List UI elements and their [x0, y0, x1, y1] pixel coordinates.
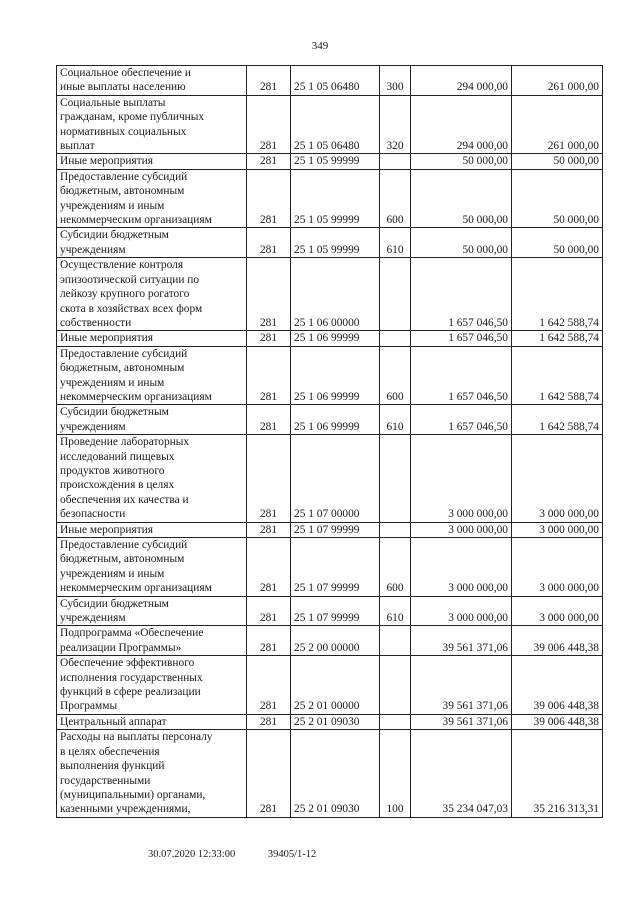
row-code-cell: 281: [247, 522, 291, 537]
table-row: [57, 538, 603, 597]
table-row: [57, 169, 603, 228]
page-number: 349: [311, 40, 329, 52]
budget-table-body: [57, 66, 603, 818]
row-csr-cell: 25 1 07 99999: [291, 538, 380, 597]
row-code-cell: 281: [247, 730, 291, 817]
table-row: [57, 154, 603, 169]
row-code-cell: 281: [247, 435, 291, 522]
row-sum-2020-cell: 1 657 046,50: [411, 346, 512, 405]
row-code-cell: 281: [247, 626, 291, 656]
row-sum-2020-cell: 3 000 000,00: [411, 596, 512, 626]
row-name-cell: Предоставление субсидий бюджетным, автономным учреждениям и иным некоммерческим организациям: [57, 346, 247, 405]
row-name-cell: Осуществление контроля эпизоотической ситуации по лейкозу крупного рогатого скота в хозяйствах всех форм собственности: [57, 258, 247, 331]
row-sum-2020-cell: 1 657 046,50: [411, 405, 512, 435]
row-code-cell: 281: [247, 66, 291, 96]
page-footer: [148, 849, 346, 860]
row-vr-cell: 320: [380, 95, 411, 154]
row-code-cell: 281: [247, 228, 291, 258]
table-row: [57, 331, 603, 346]
row-csr-cell: 25 1 05 06480: [291, 95, 380, 154]
row-sum-2021-cell: 35 216 313,31: [512, 730, 603, 817]
row-code-cell: 281: [247, 154, 291, 169]
row-code-cell: 281: [247, 95, 291, 154]
row-sum-2020-cell: 3 000 000,00: [411, 538, 512, 597]
row-vr-cell: [380, 154, 411, 169]
footer-timestamp: 30.07.2020 12:33:00: [148, 849, 236, 860]
row-name-cell: Иные мероприятия: [57, 522, 247, 537]
row-name-cell: Субсидии бюджетным учреждениям: [57, 596, 247, 626]
row-code-cell: 281: [247, 346, 291, 405]
table-row: [57, 258, 603, 331]
row-vr-cell: 300: [380, 66, 411, 96]
row-sum-2021-cell: 1 642 588,74: [512, 405, 603, 435]
row-code-cell: 281: [247, 331, 291, 346]
row-sum-2021-cell: 39 006 448,38: [512, 714, 603, 729]
table-row: [57, 435, 603, 522]
row-sum-2021-cell: 1 642 588,74: [512, 346, 603, 405]
row-name-cell: Иные мероприятия: [57, 154, 247, 169]
row-sum-2020-cell: 50 000,00: [411, 154, 512, 169]
row-csr-cell: 25 1 05 06480: [291, 66, 380, 96]
row-name-cell: Социальное обеспечение и иные выплаты населению: [57, 66, 247, 96]
row-code-cell: 281: [247, 405, 291, 435]
row-code-cell: 281: [247, 538, 291, 597]
row-csr-cell: 25 2 01 09030: [291, 730, 380, 817]
row-csr-cell: 25 1 06 99999: [291, 331, 380, 346]
row-sum-2020-cell: 50 000,00: [411, 169, 512, 228]
row-sum-2021-cell: 3 000 000,00: [512, 435, 603, 522]
row-csr-cell: 25 1 07 00000: [291, 435, 380, 522]
row-csr-cell: 25 1 06 99999: [291, 346, 380, 405]
table-row: [57, 626, 603, 656]
row-name-cell: Субсидии бюджетным учреждениям: [57, 405, 247, 435]
row-sum-2021-cell: 50 000,00: [512, 169, 603, 228]
table-row: [57, 95, 603, 154]
row-code-cell: 281: [247, 656, 291, 715]
row-name-cell: Предоставление субсидий бюджетным, автономным учреждениям и иным некоммерческим организациям: [57, 538, 247, 597]
row-sum-2020-cell: 39 561 371,06: [411, 714, 512, 729]
table-row: [57, 405, 603, 435]
footer-document-id: 39405/1-12: [267, 849, 317, 860]
row-name-cell: Иные мероприятия: [57, 331, 247, 346]
row-code-cell: 281: [247, 169, 291, 228]
row-csr-cell: 25 1 06 99999: [291, 405, 380, 435]
row-vr-cell: [380, 522, 411, 537]
table-row: [57, 596, 603, 626]
row-name-cell: Центральный аппарат: [57, 714, 247, 729]
row-name-cell: Подпрограмма «Обеспечение реализации Программы»: [57, 626, 247, 656]
table-row: [57, 656, 603, 715]
row-name-cell: Предоставление субсидий бюджетным, автономным учреждениям и иным некоммерческим организациям: [57, 169, 247, 228]
table-row: [57, 346, 603, 405]
row-vr-cell: [380, 656, 411, 715]
row-name-cell: Проведение лабораторных исследований пищевых продуктов животного происхождения в целях обеспечения их качества и безопасности: [57, 435, 247, 522]
row-sum-2020-cell: 1 657 046,50: [411, 258, 512, 331]
table-row: [57, 228, 603, 258]
row-sum-2020-cell: 294 000,00: [411, 66, 512, 96]
row-csr-cell: 25 2 01 09030: [291, 714, 380, 729]
row-csr-cell: 25 2 01 00000: [291, 656, 380, 715]
row-sum-2021-cell: 50 000,00: [512, 154, 603, 169]
row-sum-2021-cell: 1 642 588,74: [512, 331, 603, 346]
row-sum-2020-cell: 1 657 046,50: [411, 331, 512, 346]
row-csr-cell: 25 1 07 99999: [291, 522, 380, 537]
row-sum-2021-cell: 3 000 000,00: [512, 596, 603, 626]
budget-table: [56, 65, 603, 818]
row-sum-2021-cell: 261 000,00: [512, 66, 603, 96]
row-sum-2021-cell: 3 000 000,00: [512, 522, 603, 537]
row-csr-cell: 25 1 05 99999: [291, 169, 380, 228]
row-name-cell: Обеспечение эффективного исполнения государственных функций в сфере реализации Программы: [57, 656, 247, 715]
row-vr-cell: 610: [380, 228, 411, 258]
row-sum-2020-cell: 3 000 000,00: [411, 522, 512, 537]
row-vr-cell: [380, 258, 411, 331]
row-vr-cell: 610: [380, 596, 411, 626]
row-vr-cell: 600: [380, 169, 411, 228]
row-csr-cell: 25 1 07 99999: [291, 596, 380, 626]
row-vr-cell: 600: [380, 346, 411, 405]
row-sum-2020-cell: 39 561 371,06: [411, 626, 512, 656]
row-name-cell: Социальные выплаты гражданам, кроме публичных нормативных социальных выплат: [57, 95, 247, 154]
row-sum-2021-cell: 39 006 448,38: [512, 656, 603, 715]
row-vr-cell: 610: [380, 405, 411, 435]
row-code-cell: 281: [247, 596, 291, 626]
row-sum-2021-cell: 50 000,00: [512, 228, 603, 258]
row-sum-2021-cell: 39 006 448,38: [512, 626, 603, 656]
row-vr-cell: 100: [380, 730, 411, 817]
row-vr-cell: [380, 435, 411, 522]
row-sum-2020-cell: 35 234 047,03: [411, 730, 512, 817]
row-code-cell: 281: [247, 714, 291, 729]
row-sum-2021-cell: 3 000 000,00: [512, 538, 603, 597]
table-row: [57, 522, 603, 537]
row-code-cell: 281: [247, 258, 291, 331]
row-sum-2020-cell: 50 000,00: [411, 228, 512, 258]
table-row: [57, 730, 603, 817]
row-sum-2021-cell: 261 000,00: [512, 95, 603, 154]
row-name-cell: Расходы на выплаты персоналу в целях обеспечения выполнения функций государственными (муниципальными) органами, казенными учреждениями,: [57, 730, 247, 817]
row-sum-2021-cell: 1 642 588,74: [512, 258, 603, 331]
table-row: [57, 714, 603, 729]
row-name-cell: Субсидии бюджетным учреждениям: [57, 228, 247, 258]
row-vr-cell: [380, 626, 411, 656]
row-csr-cell: 25 1 05 99999: [291, 154, 380, 169]
row-csr-cell: 25 1 05 99999: [291, 228, 380, 258]
row-csr-cell: 25 1 06 00000: [291, 258, 380, 331]
row-vr-cell: [380, 331, 411, 346]
row-sum-2020-cell: 294 000,00: [411, 95, 512, 154]
table-row: [57, 66, 603, 96]
row-vr-cell: 600: [380, 538, 411, 597]
row-csr-cell: 25 2 00 00000: [291, 626, 380, 656]
row-sum-2020-cell: 39 561 371,06: [411, 656, 512, 715]
row-vr-cell: [380, 714, 411, 729]
row-sum-2020-cell: 3 000 000,00: [411, 435, 512, 522]
